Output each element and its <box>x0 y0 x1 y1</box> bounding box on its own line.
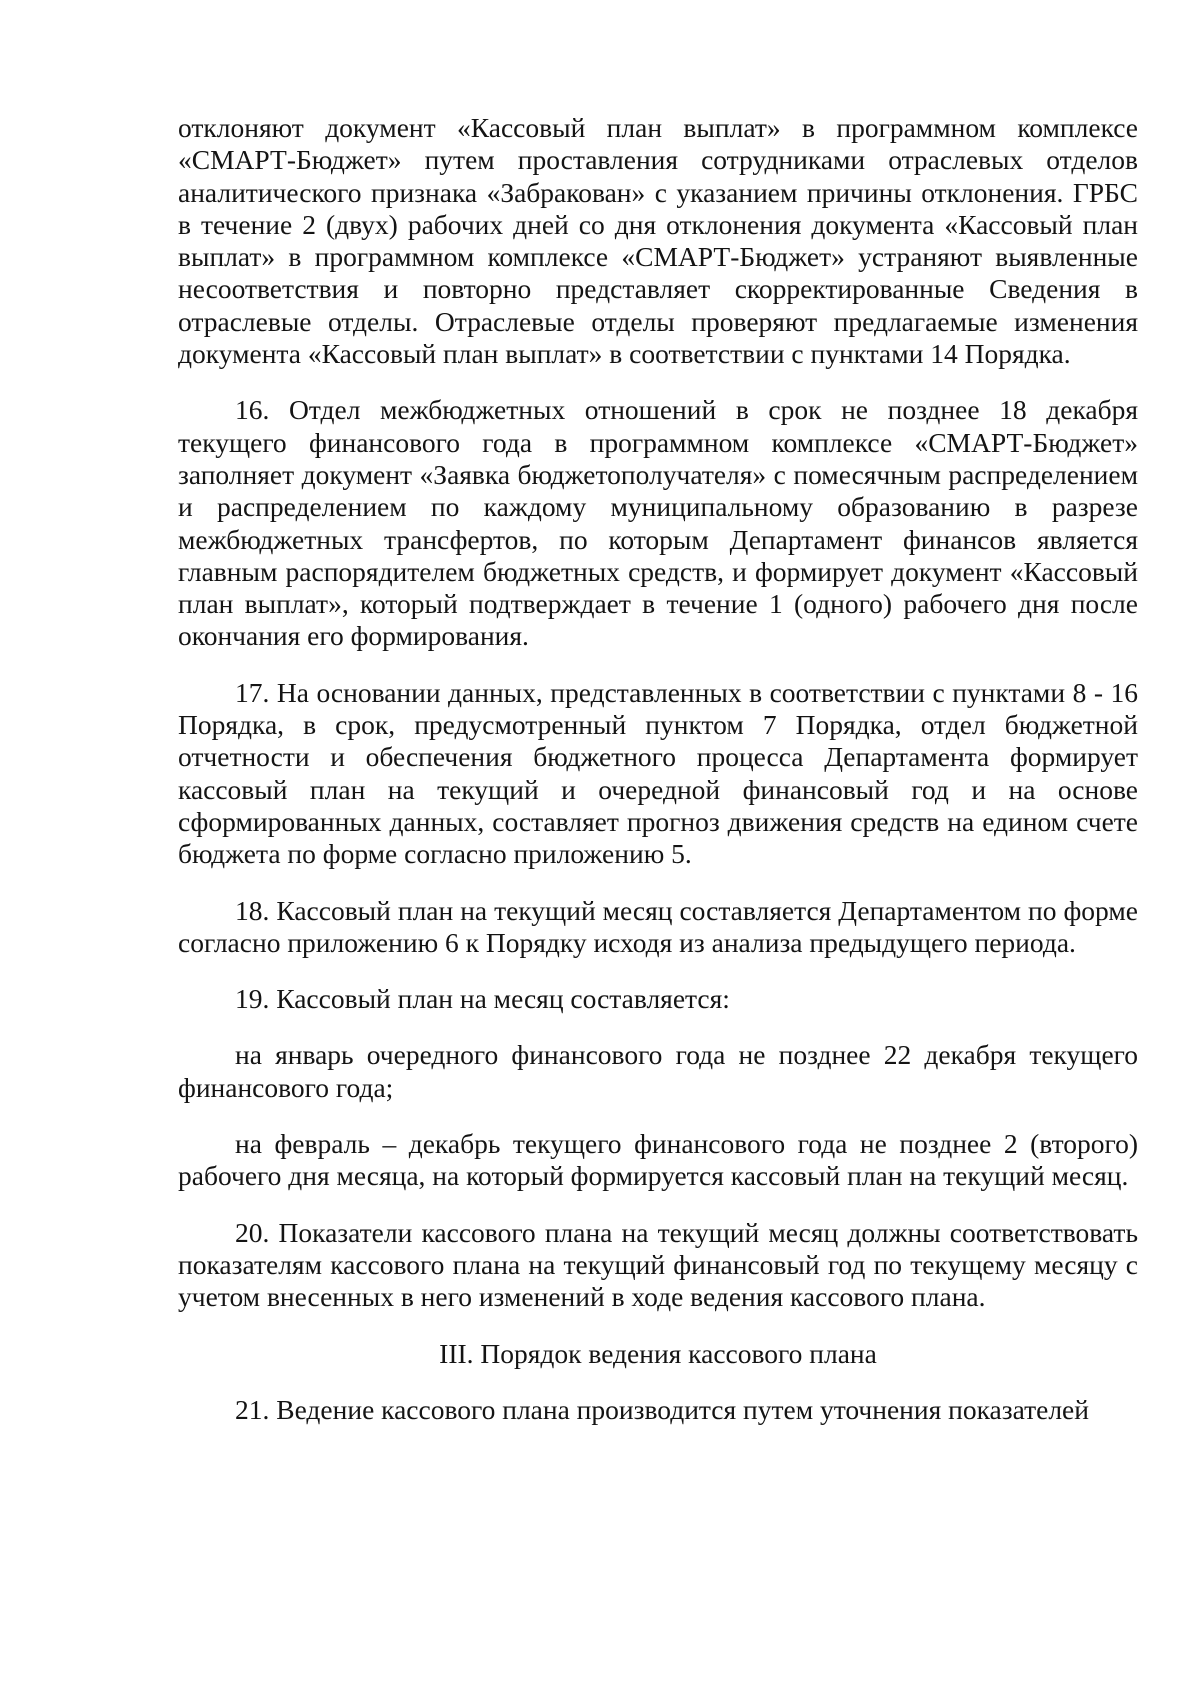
paragraph-continuation: отклоняют документ «Кассовый план выплат» в программном комплексе «СМАРТ-Бюджет» путем проставления сотрудниками отраслевых отделов аналитического признака «Забракован» с указанием причины отклонения. ГРБС в течение 2 (двух) рабочих дней со дня отклонения документа «Кассовый план выплат» в программном комплексе «СМАРТ-Бюджет» устраняют выявленные несоответствия и повторно представляет скорректированные Сведения в отраслевые отделы. Отраслевые отделы проверяют предлагаемые изменения документа «Кассовый план выплат» в соответствии с пунктами 14 Порядка. <box>178 112 1138 370</box>
paragraph-february-december: на февраль – декабрь текущего финансового года не позднее 2 (второго) рабочего дня месяца, на который формируется кассовый план на текущий месяц. <box>178 1128 1138 1192</box>
section-heading: III. Порядок ведения кассового плана <box>439 1337 877 1369</box>
paragraph-item-20: 20. Показатели кассового плана на текущий месяц должны соответствовать показателям кассового плана на текущий финансовый год по текущему месяцу с учетом внесенных в него изменений в ходе ведения кассового плана. <box>178 1216 1138 1313</box>
paragraph-item-19: 19. Кассовый план на месяц составляется: <box>235 983 730 1015</box>
document-body <box>178 112 1138 1426</box>
paragraph-item-18: 18. Кассовый план на текущий месяц составляется Департаментом по форме согласно приложению 6 к Порядку исходя из анализа предыдущего периода. <box>178 894 1138 958</box>
paragraph-january: на январь очередного финансового года не позднее 22 декабря текущего финансового года; <box>178 1039 1138 1103</box>
paragraph-item-16: 16. Отдел межбюджетных отношений в срок не позднее 18 декабря текущего финансового года в программном комплексе «СМАРТ-Бюджет» заполняет документ «Заявка бюджетополучателя» с помесячным распределением и распределением по каждому муниципальному образованию в разрезе межбюджетных трансфертов, по которым Департамент финансов является главным распорядителем бюджетных средств, и формирует документ «Кассовый план выплат», который подтверждает в течение 1 (одного) рабочего дня после окончания его формирования. <box>178 394 1138 652</box>
paragraph-item-17: 17. На основании данных, представленных в соответствии с пунктами 8 - 16 Порядка, в срок, предусмотренный пунктом 7 Порядка, отдел бюджетной отчетности и обеспечения бюджетного процесса Департамента формирует кассовый план на текущий и очередной финансовый год и на основе сформированных данных, составляет прогноз движения средств на едином счете бюджета по форме согласно приложению 5. <box>178 676 1138 870</box>
paragraph-item-21: 21. Ведение кассового плана производится путем уточнения показателей <box>235 1393 1089 1425</box>
